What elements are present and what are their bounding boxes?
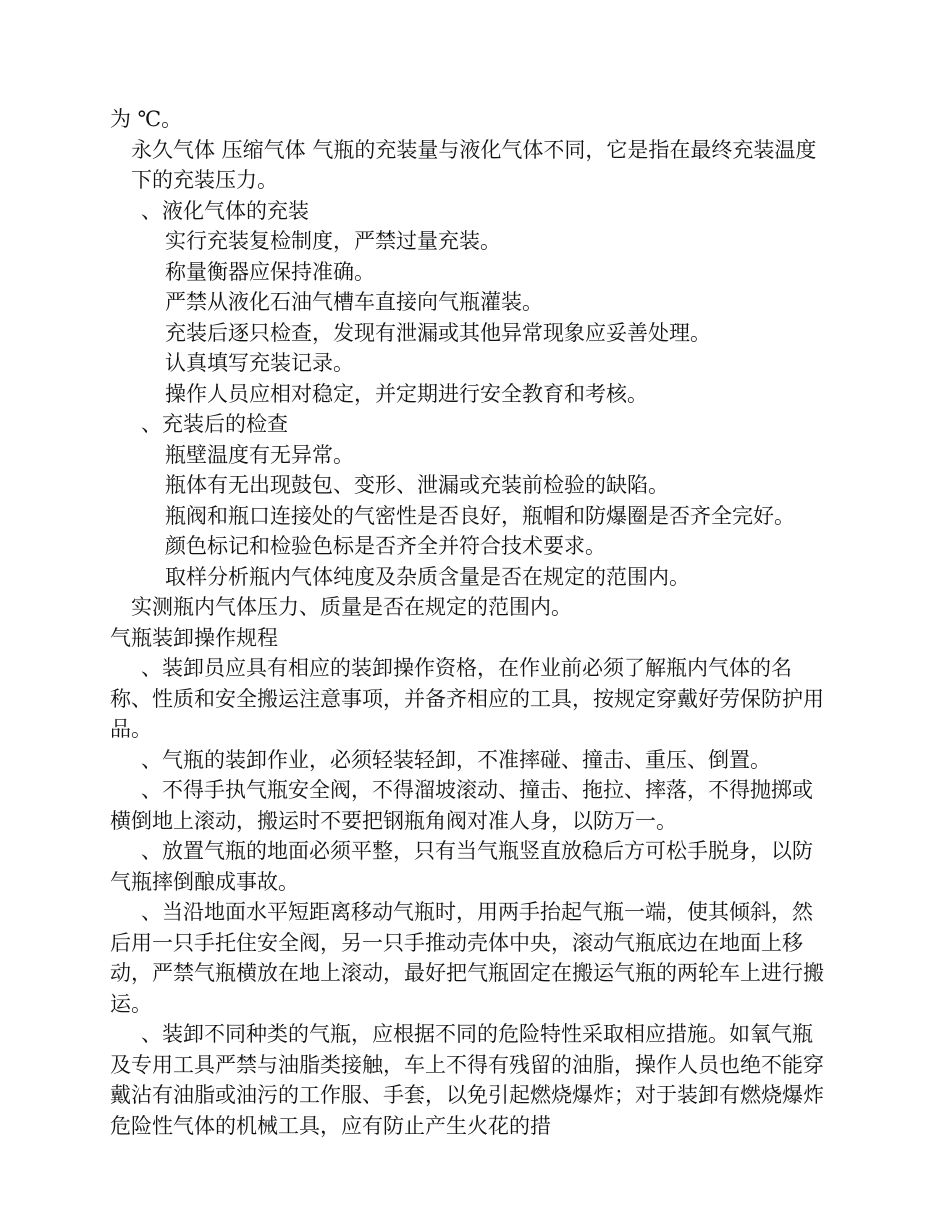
rule-paragraph: 、装卸员应具有相应的装卸操作资格，在作业前必须了解瓶内气体的名称、性质和安全搬运注意事项，并备齐相应的工具，按规定穿戴好劳保防护用品。 [110, 656, 824, 741]
list-item: 称量衡器应保持准确。 [165, 259, 375, 284]
section-heading-liquefied-gas-filling: 、液化气体的充装 [141, 198, 309, 223]
list-item: 严禁从液化石油气槽车直接向气瓶灌装。 [165, 290, 543, 314]
section-title-cylinder-handling-rules: 气瓶装卸操作规程 [110, 625, 278, 650]
section-heading-post-filling-check: 、充装后的检查 [141, 412, 288, 436]
rule-paragraph: 、当沿地面水平短距离移动气瓶时，用两手抬起气瓶一端，使其倾斜，然后用一只手托住安全阀，另一只手推动壳体中央，滚动气瓶底边在地面上移动，严禁气瓶横放在地上滚动，最好把气瓶固定在搬运气瓶的两轮车上进行搬运。 [110, 900, 824, 1016]
rule-paragraph: 、不得手执气瓶安全阀，不得溜坡滚动、撞击、拖拉、摔落，不得抛掷或横倒地上滚动，搬运时不要把钢瓶角阀对准人身，以防万一。 [110, 778, 813, 833]
list-item: 取样分析瓶内气体纯度及杂质含量是否在规定的范围内。 [165, 564, 690, 589]
list-item: 瓶壁温度有无异常。 [165, 442, 354, 467]
document-page [110, 104, 832, 1141]
list-item: 充装后逐只检查，发现有泄漏或其他异常现象应妥善处理。 [165, 320, 711, 345]
rule-paragraph: 、放置气瓶的地面必须平整，只有当气瓶竖直放稳后方可松手脱身，以防气瓶摔倒酿成事故。 [110, 839, 813, 894]
list-item: 瓶阀和瓶口连接处的气密性是否良好，瓶帽和防爆圈是否齐全完好。 [165, 503, 795, 528]
list-item: 认真填写充装记录。 [165, 351, 354, 375]
list-item: 实行充装复检制度，严禁过量充装。 [165, 229, 501, 253]
text-line: 为 ℃。 [110, 107, 183, 131]
list-item: 实测瓶内气体压力、质量是否在规定的范围内。 [131, 595, 572, 619]
list-item: 操作人员应相对稳定，并定期进行安全教育和考核。 [165, 381, 648, 406]
rule-paragraph: 、装卸不同种类的气瓶，应根据不同的危险特性采取相应措施。如氧气瓶及专用工具严禁与油脂类接触，车上不得有残留的油脂，操作人员也绝不能穿戴沾有油脂或油污的工作服、手套，以免引起燃烧爆炸；对于装卸有燃烧爆炸危险性气体的机械工具，应有防止产生火花的措 [110, 1022, 824, 1138]
list-item: 颜色标记和检验色标是否齐全并符合技术要求。 [165, 534, 606, 558]
paragraph-permanent-gas: 永久气体 压缩气体 气瓶的充装量与液化气体不同，它是指在最终充装温度下的充装压力。 [131, 137, 817, 192]
list-item: 瓶体有无出现鼓包、变形、泄漏或充装前检验的缺陷。 [165, 473, 669, 497]
rule-paragraph: 、气瓶的装卸作业，必须轻装轻卸，不准摔碰、撞击、重压、倒置。 [141, 747, 771, 772]
